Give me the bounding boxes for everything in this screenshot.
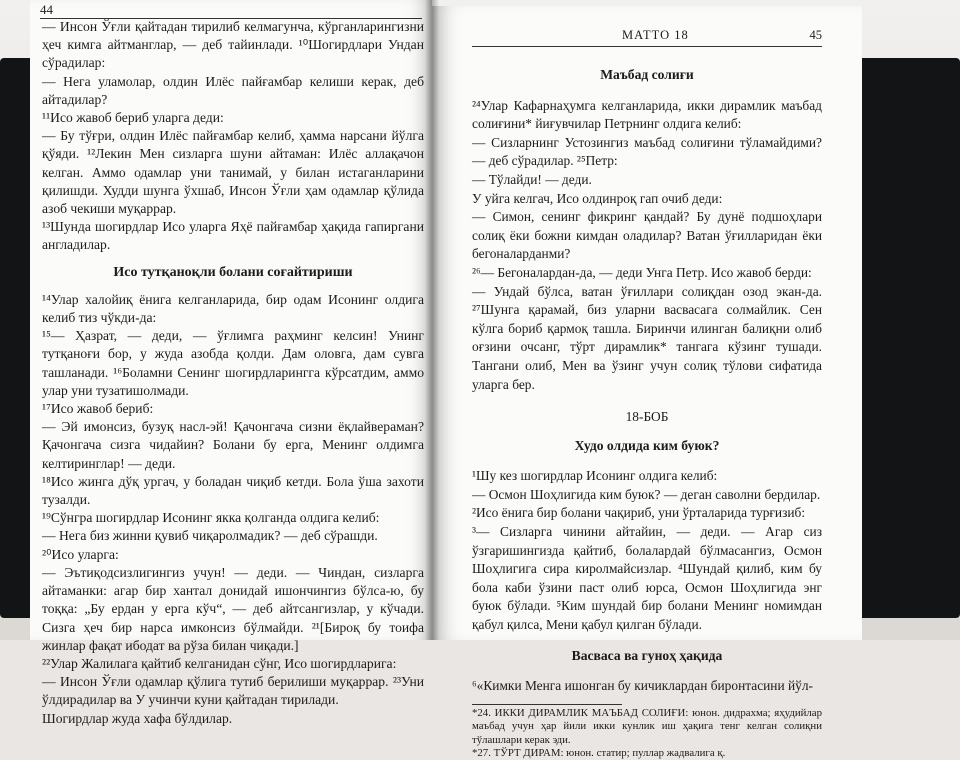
footnote: *24. ИККИ ДИРАМЛИК МАЪБАД СОЛИҒИ: юнон. дидрахма; яҳудийлар маъбад учун ҳар йили икки кунлик иш ҳақига тенг келган солиқни тўлашлари керак эди. [472,706,822,746]
left-paragraph: — Инсон Ўғли қайтадан тирилиб келмагунча, кўрганларингизни ҳеч кимга айтманглар, — деб тайинлади. ¹⁰Шогирдлари Ундан сўрадилар: [42,19,424,71]
right-paragraph: — Тўлайди! — деди. [472,171,592,187]
right-paragraph: ²⁶— Бегоналардан-да, — деди Унга Петр. Исо жавоб берди: [472,264,812,280]
left-paragraph: — Бу тўғри, олдин Илёс пайғамбар келиб, ҳамма нарсани йўлга қўяди. ¹²Лекин Мен сизларга шуни айтаман: Илёс аллақачон келган. Аммо одамлар уни танимай, у билан истаганларини қилишди. Худди шунга ўхшаб, Инсон Ўғли ҳам одамлар қўлида азоб чекиши муқаррар. [42,128,424,217]
right-paragraph: ³— Сизларга чинини айтайин, — деди. — Агар сиз ўзгаришингизда қайтиб, болалардай бўлмасангиз, Осмон Шоҳлигига сира киролмайсизлар. ⁴Шундай қилиб, ким бу бола каби ўзини паст олиб юрса, Осмон Шоҳлигида энг буюк бўлади. ⁵Ким шундай бир болани Менинг номимдан қабул қилса, Мени қабул қилган бўлади. [472,524,822,633]
right-paragraph: ²Исо ёнига бир болани чақириб, уни ўрталарида турғизиб: [472,505,806,521]
right-section-heading: Васваса ва гуноҳ ҳақида [571,647,723,663]
left-paragraph: ¹⁸Исо жинга дўқ ургач, у боладан чиқиб кетди. Бола ўша захоти тузалди. [42,473,424,508]
left-paragraph: ¹¹Исо жавоб бериб уларга деди: [42,110,224,126]
right-paragraph: ¹Шу кез шогирдлар Исонинг олдига келиб: [472,468,718,484]
left-section-heading: Исо тутқаноқли болани соғайтириши [113,264,353,280]
left-paragraph: Шогирдлар жуда хафа бўлдилар. [42,710,233,726]
running-head: МАТТО 18 [622,28,689,42]
right-paragraph: — Осмон Шоҳлигида ким буюк? — деган саволни бердилар. [472,486,821,502]
left-paragraph: — Эй имонсиз, бузуқ насл-эй! Қачонгача сизни ёқлайвераман? Қачонгача сизга чидайин? Болани бу ерга, Менинг олдимга келтиринглар! — деди. [42,419,424,471]
right-page-number: 45 [809,28,822,42]
left-paragraph: ¹⁷Исо жавоб бериб: [42,401,154,417]
right-paragraph: У уйга келгач, Исо олдинроқ гап очиб деди: [472,190,723,206]
left-paragraph: ¹⁹Сўнгра шогирдлар Исонинг якка қолганда олдига келиб: [42,510,380,526]
left-page-number: 44 [40,2,53,17]
right-section-heading: Худо олдида ким буюк? [574,437,720,453]
right-page-rule [472,46,822,47]
right-paragraph: ⁶«Кимки Менга ишонган бу кичиклардан биронтасини йўл- [472,678,813,694]
left-paragraph: — Нега биз жинни қувиб чиқаролмадик? — деб сўрашди. [42,528,378,544]
left-paragraph: ¹³Шунда шогирдлар Исо уларга Яҳё пайғамбар ҳақида гапиргани англадилар. [42,219,424,253]
right-page-body [472,62,822,760]
left-paragraph: ²⁰Исо уларга: [42,546,119,562]
right-section-heading: Маъбад солиғи [600,67,694,82]
right-paragraph: — Ундай бўлса, ватан ўғиллари солиқдан озод экан-да. ²⁷Шунга қарамай, биз уларни васвасага солмайлик. Сен кўлга бориб қармоқ ташла. Биринчи илинган балиқни олиб оғзини очсанг, тўрт дирамлик* тангага кўзинг тушади. Тангани олиб, Мен ва ўзинг учун солиқ тўлови сифатида уларга бер. [472,283,822,392]
left-paragraph: — Эътиқодсизлигингиз учун! — деди. — Чиндан, сизларга айтаманки: агар бир хантал донидай ишончингиз бўлса-ю, бу тоққа: „Бу ердан у ерга кўч“, — деб айтсангизлар, у кўчади. Сизга ҳеч бир нарса имконсиз бўлмайди. ²¹[Бироқ бу тоифа жинлар фақат ибодат ва рўза билан чиқади.] [42,564,424,653]
left-paragraph: ²²Улар Жалилага қайтиб келганидан сўнг, Исо шогирдларига: [42,655,397,671]
right-paragraph: ²⁴Улар Кафарнаҳумга келганларида, икки дирамлик маъбад солиғини* йиғувчилар Петрнинг олдига келиб: [472,97,822,132]
left-paragraph: ¹⁴Улар халойиқ ёнига келганларида, бир одам Исонинг олдига келиб тиз чўкди-да: [42,291,424,326]
right-paragraph: — Сизларнинг Устозингиз маъбад солиғини тўламайдими? — деб сўрадилар. ²⁵Петр: [472,134,822,169]
chapter-title: 18-БОБ [625,409,669,425]
footnotes [472,707,822,760]
left-page [30,0,432,726]
left-paragraph: — Нега уламолар, олдин Илёс пайғамбар келиши керак, деб айтадилар? [42,73,424,107]
book-gutter [425,0,439,640]
right-paragraph: — Симон, сенинг фикринг қандай? Бу дунё подшоҳлари солиқ ёки божни кимдан оладилар? Ватан ўғилларидан ёки бегоналарданми? [472,209,822,262]
left-paragraph: ¹⁵— Ҳазрат, — деди, — ўғлимга раҳминг келсин! Унинг тутқаноғи бор, у жуда азобда қолди. Дам оловга, дам сувга ташланади. ¹⁶Боламни Сенинг шогирдларингга кўрсатдим, аммо улар уни тузатишолмади. [42,328,424,398]
footnote: *27. ТЎРТ ДИРАМ: юнон. статир; пуллар жадвалига қ. [472,747,726,760]
right-page [432,6,862,760]
footnote-separator [472,704,622,705]
left-page-body [42,18,424,728]
left-paragraph: — Инсон Ўғли одамлар қўлига тутиб берилиши муқаррар. ²³Уни ўлдирадилар ва У учинчи куни қайтадан тирилади. [42,674,424,708]
